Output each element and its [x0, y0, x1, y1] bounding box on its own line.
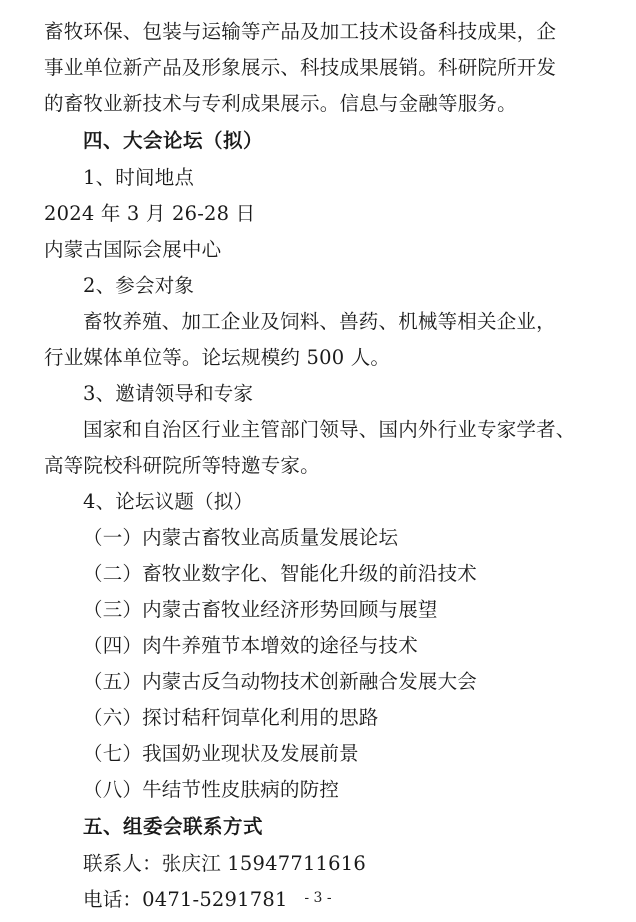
item-line: 4、论坛议题（拟） — [83, 490, 254, 513]
section-heading-five: 五、组委会联系方式 — [83, 815, 264, 838]
topic-line: （四）肉牛养殖节本增效的途径与技术 — [83, 634, 418, 657]
topic-line: （七）我国奶业现状及发展前景 — [83, 742, 359, 765]
topic-line: （八）牛结节性皮肤病的防控 — [83, 778, 340, 801]
section-heading-four: 四、大会论坛（拟） — [83, 129, 264, 152]
item-line: 高等院校科研院所等特邀专家。 — [44, 454, 320, 477]
topic-line: （六）探讨秸秆饲草化利用的思路 — [83, 706, 379, 729]
topic-line: （三）内蒙古畜牧业经济形势回顾与展望 — [83, 598, 438, 621]
paragraph-line: 的畜牧业新技术与专利成果展示。信息与金融等服务。 — [44, 92, 517, 115]
item-line: 行业媒体单位等。论坛规模约 500 人。 — [44, 346, 391, 369]
paragraph-line: 事业单位新产品及形象展示、科技成果展销。科研院所开发 — [44, 56, 557, 79]
topic-line: （一）内蒙古畜牧业高质量发展论坛 — [83, 526, 399, 549]
contact-phone-line: 电话：0471-5291781 — [83, 888, 288, 911]
item-line: 畜牧养殖、加工企业及饲料、兽药、机械等相关企业， — [83, 310, 556, 333]
item-line: 2、参会对象 — [83, 274, 195, 297]
item-line: 内蒙古国际会展中心 — [44, 238, 222, 261]
page-number: - 3 - — [304, 890, 332, 906]
topic-line: （五）内蒙古反刍动物技术创新融合发展大会 — [83, 670, 478, 693]
item-line: 1、时间地点 — [83, 166, 195, 189]
paragraph-line: 畜牧环保、包装与运输等产品及加工技术设备科技成果，企 — [44, 20, 557, 43]
topic-line: （二）畜牧业数字化、智能化升级的前沿技术 — [83, 562, 478, 585]
item-line: 国家和自治区行业主管部门领导、国内外行业专家学者、 — [83, 418, 576, 441]
item-line: 2024 年 3 月 26-28 日 — [44, 202, 256, 225]
contact-person-line: 联系人：张庆江 15947711616 — [83, 852, 366, 875]
item-line: 3、邀请领导和专家 — [83, 382, 254, 405]
